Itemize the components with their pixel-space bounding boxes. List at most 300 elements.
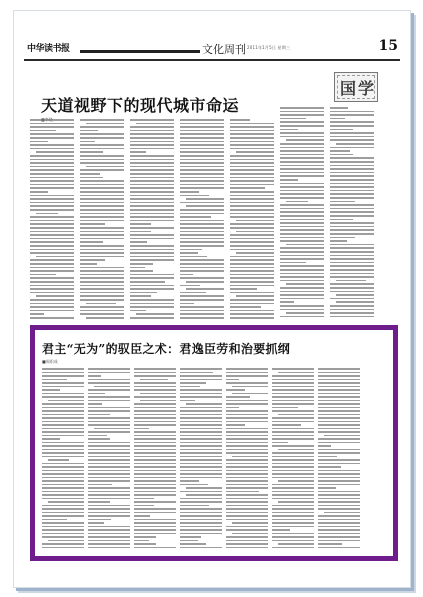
body-text-line — [42, 494, 84, 496]
body-text-line — [272, 368, 314, 370]
body-text-line — [30, 177, 74, 179]
body-text-line — [88, 421, 130, 423]
body-text-line — [280, 309, 324, 311]
body-text-line — [88, 396, 130, 398]
body-text-line — [48, 459, 69, 461]
body-text-line — [318, 417, 360, 419]
body-text-line — [318, 410, 360, 412]
body-text-line — [80, 144, 124, 146]
body-text-line — [330, 273, 374, 275]
body-text-line — [30, 191, 48, 193]
body-text-line — [272, 512, 314, 514]
body-text-line — [42, 452, 84, 454]
body-text-line — [180, 277, 224, 279]
body-text-line — [80, 162, 124, 164]
body-text-line — [130, 310, 146, 312]
body-text-line — [318, 533, 360, 535]
body-text-line — [30, 180, 74, 182]
body-text-line — [180, 445, 222, 447]
body-text-line — [30, 274, 56, 276]
body-text-line — [226, 508, 268, 510]
body-text-line — [134, 512, 176, 514]
body-text-line — [180, 449, 222, 451]
body-text-line — [280, 247, 324, 249]
body-text-line — [272, 438, 314, 440]
body-text-line — [226, 445, 268, 447]
body-text-line — [180, 313, 224, 315]
body-text-line — [330, 161, 374, 163]
body-text-line — [88, 512, 130, 514]
body-text-line — [318, 414, 360, 416]
body-text-line — [280, 273, 324, 275]
body-text-line — [134, 417, 176, 419]
body-text-line — [330, 312, 374, 314]
body-text-line — [330, 154, 353, 156]
body-text-line — [30, 241, 74, 243]
body-text-line — [230, 277, 274, 279]
body-text-line — [280, 233, 324, 235]
body-text-line — [130, 126, 174, 128]
body-text-line — [280, 222, 324, 224]
body-text-line — [88, 407, 130, 409]
body-text-line — [236, 220, 274, 222]
body-text-line — [278, 414, 314, 416]
body-text-line — [80, 151, 103, 153]
masthead — [24, 38, 400, 58]
body-text-line — [134, 484, 176, 486]
body-text-line — [80, 205, 124, 207]
body-text-line — [230, 137, 274, 139]
body-text-line — [180, 540, 198, 542]
body-text-line — [286, 283, 324, 285]
body-text-line — [42, 480, 84, 482]
body-text-line — [30, 259, 74, 261]
body-text-line — [180, 515, 222, 517]
body-text-line — [226, 498, 268, 500]
body-text-line — [286, 312, 324, 314]
body-text-line — [80, 227, 124, 229]
body-text-line — [42, 431, 84, 433]
body-text-line — [330, 240, 347, 242]
body-text-line — [230, 141, 274, 143]
body-text-line — [318, 543, 342, 545]
body-text-line — [136, 123, 174, 125]
body-text-line — [130, 259, 174, 261]
body-text-line — [280, 204, 324, 206]
body-text-line — [30, 281, 74, 283]
body-text-line — [272, 435, 314, 437]
body-text-line — [80, 285, 124, 287]
body-text-line — [134, 540, 149, 542]
body-text-line — [330, 201, 355, 203]
body-text-line — [180, 295, 224, 297]
body-text-line — [272, 508, 314, 510]
body-text-line — [140, 400, 176, 402]
body-text-line — [226, 431, 268, 433]
body-text-line — [230, 155, 274, 157]
body-text-line — [226, 438, 268, 440]
body-text-line — [280, 129, 298, 131]
body-text-line — [226, 547, 268, 549]
body-text-line — [272, 382, 314, 384]
body-text-line — [330, 125, 374, 127]
body-text-line — [280, 179, 298, 181]
body-text-line — [30, 187, 74, 189]
body-text-line — [88, 438, 110, 440]
body-text-line — [180, 498, 222, 500]
body-text-line — [134, 368, 176, 370]
body-text-line — [272, 498, 314, 500]
body-text-line — [30, 133, 74, 135]
body-text-line — [88, 477, 130, 479]
body-text-line — [230, 256, 274, 258]
body-text-line — [88, 389, 130, 391]
body-text-line — [232, 522, 268, 524]
body-text-line — [280, 251, 324, 253]
body-text-line — [30, 277, 74, 279]
body-text-line — [226, 473, 268, 475]
body-text-line — [272, 463, 314, 465]
body-text-line — [30, 155, 74, 157]
body-text-line — [318, 438, 360, 440]
body-text-line — [280, 107, 324, 109]
body-text-line — [230, 310, 274, 312]
body-text-line — [42, 428, 84, 430]
body-text-line — [42, 449, 84, 451]
body-text-line — [180, 123, 224, 125]
body-text-line — [30, 285, 74, 287]
body-text-line — [318, 477, 360, 479]
body-text-line — [130, 202, 174, 204]
body-text-line — [180, 435, 222, 437]
body-text-line — [130, 205, 174, 207]
body-text-line — [330, 226, 374, 228]
body-text-line — [226, 529, 268, 531]
body-text-line — [180, 187, 224, 189]
body-text-line — [88, 466, 130, 468]
body-text-line — [134, 438, 176, 440]
body-text-line — [230, 274, 274, 276]
body-text-line — [318, 491, 360, 493]
body-text-line — [180, 529, 222, 531]
body-text-line — [134, 526, 176, 528]
body-text-line — [130, 227, 174, 229]
body-text-line — [42, 505, 84, 507]
body-text-line — [180, 130, 224, 132]
body-text-line — [236, 151, 274, 153]
body-text-line — [136, 313, 174, 315]
body-text-line — [280, 301, 294, 303]
body-text-line — [180, 410, 222, 412]
body-text-line — [30, 299, 74, 301]
body-text-line — [180, 213, 224, 215]
body-text-line — [272, 522, 314, 524]
body-text-line — [180, 543, 206, 545]
body-text-line — [330, 276, 374, 278]
body-text-line — [130, 234, 174, 236]
body-text-line — [88, 382, 130, 384]
body-text-line — [30, 292, 74, 294]
body-text-line — [186, 403, 222, 405]
body-text-line — [230, 191, 274, 193]
body-text-line — [80, 126, 124, 128]
body-text-line — [230, 126, 274, 128]
body-text-line — [88, 410, 130, 412]
body-text-line — [230, 223, 274, 225]
body-text-line — [272, 533, 314, 535]
body-text-line — [134, 424, 176, 426]
body-text-line — [130, 119, 174, 121]
body-text-line — [180, 155, 224, 157]
body-text-line — [180, 547, 222, 549]
body-text-line — [30, 317, 74, 319]
body-text-line — [272, 379, 314, 381]
body-text-line — [130, 169, 174, 171]
body-text-line — [80, 133, 124, 135]
body-text-line — [80, 184, 124, 186]
body-text-line — [134, 442, 176, 444]
body-text-line — [272, 424, 301, 426]
body-text-line — [130, 209, 174, 211]
body-text-line — [80, 281, 124, 283]
body-text-line — [80, 241, 103, 243]
body-text-line — [134, 445, 176, 447]
body-text-line — [30, 270, 74, 272]
body-text-line — [272, 393, 314, 395]
body-text-line — [134, 372, 176, 374]
body-text-line — [280, 168, 324, 170]
body-text-line — [130, 295, 151, 297]
body-text-line — [80, 216, 124, 218]
body-text-line — [318, 508, 360, 510]
body-text-line — [130, 303, 174, 305]
body-text-line — [180, 299, 224, 301]
body-text-line — [180, 459, 222, 461]
body-text-line — [318, 515, 360, 517]
body-text-line — [42, 421, 84, 423]
body-text-line — [130, 137, 174, 139]
body-text-line — [130, 292, 157, 294]
body-text-line — [80, 137, 124, 139]
body-text-line — [88, 533, 130, 535]
body-text-line — [330, 175, 374, 177]
body-text-line — [88, 473, 130, 475]
body-text-line — [226, 452, 268, 454]
body-text-line — [180, 368, 222, 370]
body-text-line — [330, 107, 348, 109]
body-text-line — [330, 165, 374, 167]
body-text-line — [230, 133, 274, 135]
body-text-line — [280, 197, 324, 199]
body-text-line — [272, 519, 314, 521]
body-text-line — [230, 144, 274, 146]
body-text-line — [88, 484, 112, 486]
body-text-line — [180, 137, 224, 139]
body-text-line — [330, 309, 374, 311]
body-text-line — [130, 263, 153, 265]
body-text-line — [180, 508, 222, 510]
body-text-line — [230, 245, 274, 247]
body-text-line — [134, 547, 176, 549]
body-text-line — [272, 407, 298, 409]
body-text-line — [330, 255, 374, 257]
body-text-line — [280, 136, 324, 138]
body-text-line — [42, 379, 67, 381]
body-text-line — [80, 173, 100, 175]
body-text-line — [42, 484, 84, 486]
body-text-line — [180, 274, 193, 276]
body-text-line — [280, 316, 324, 318]
body-text-line — [180, 424, 222, 426]
body-text-line — [226, 414, 268, 416]
body-text-line — [180, 505, 209, 507]
body-text-line — [42, 477, 84, 479]
body-text-line — [134, 389, 176, 391]
body-text-line — [80, 180, 124, 182]
body-text-line — [42, 414, 84, 416]
body-text-line — [42, 456, 84, 458]
body-text-line — [30, 123, 74, 125]
body-text-line — [280, 172, 324, 174]
masthead-rule — [80, 50, 200, 53]
body-text-line — [318, 519, 360, 521]
body-text-line — [226, 470, 268, 472]
body-text-line — [230, 195, 274, 197]
body-text-line — [318, 463, 360, 465]
body-text-line — [280, 183, 324, 185]
body-text-line — [88, 445, 130, 447]
body-text-line — [180, 438, 222, 440]
body-text-line — [280, 186, 324, 188]
body-text-line — [88, 526, 130, 528]
body-text-line — [140, 379, 168, 381]
body-text-line — [42, 438, 60, 440]
body-text-line — [80, 256, 124, 258]
body-text-line — [42, 526, 84, 528]
body-text-line — [226, 543, 268, 545]
body-text-line — [226, 403, 268, 405]
body-text-line — [226, 442, 268, 444]
body-text-line — [226, 491, 259, 493]
body-text-line — [80, 130, 98, 132]
body-text-line — [30, 209, 74, 211]
body-text-line — [80, 313, 124, 315]
body-text-line — [236, 295, 274, 297]
body-text-line — [180, 456, 222, 458]
body-text-line — [318, 494, 360, 496]
body-text-line — [42, 407, 84, 409]
body-text-line — [88, 522, 104, 524]
body-text-line — [272, 505, 314, 507]
body-text-line — [318, 403, 360, 405]
body-text-line — [130, 141, 174, 143]
body-text-line — [86, 303, 116, 305]
body-text-line — [130, 144, 174, 146]
body-text-line — [130, 267, 145, 269]
body-text-line — [278, 480, 314, 482]
body-text-line — [130, 241, 147, 243]
body-text-line — [42, 519, 67, 521]
body-text-line — [226, 487, 268, 489]
body-text-line — [80, 209, 124, 211]
body-text-line — [226, 540, 268, 542]
body-text-line — [230, 263, 274, 265]
body-text-line — [80, 234, 124, 236]
body-text-line — [318, 536, 360, 538]
body-text-line — [180, 252, 198, 254]
body-text-line — [30, 141, 48, 143]
body-text-line — [226, 466, 268, 468]
body-text-line — [88, 417, 130, 419]
body-text-line — [330, 233, 374, 235]
body-text-line — [330, 219, 353, 221]
body-text-line — [30, 252, 74, 254]
body-text-line — [226, 407, 239, 409]
body-text-line — [130, 288, 174, 290]
body-text-line — [134, 456, 176, 458]
body-text-line — [336, 294, 374, 296]
body-text-line — [272, 484, 314, 486]
body-text-line — [80, 169, 124, 171]
body-text-line — [230, 177, 274, 179]
body-text-line — [280, 219, 324, 221]
body-text-line — [280, 154, 324, 156]
body-text-line — [280, 237, 324, 239]
body-text-line — [130, 177, 174, 179]
body-text-line — [272, 470, 314, 472]
body-text-line — [30, 202, 74, 204]
body-text-line — [230, 270, 274, 272]
body-text-line — [88, 470, 130, 472]
body-text-line — [88, 449, 130, 451]
body-text-line — [318, 522, 360, 524]
body-text-line — [130, 306, 174, 308]
body-text-line — [286, 139, 324, 141]
body-text-line — [88, 375, 101, 377]
body-text-line — [232, 456, 268, 458]
body-text-line — [134, 498, 154, 500]
body-text-line — [180, 263, 224, 265]
body-text-line — [134, 449, 176, 451]
body-text-line — [80, 259, 105, 261]
body-text-line — [130, 191, 174, 193]
body-text-line — [88, 393, 105, 395]
body-text-line — [272, 466, 314, 468]
body-text-line — [272, 515, 314, 517]
body-text-line — [180, 267, 224, 269]
body-text-line — [88, 501, 110, 503]
body-text-line — [280, 125, 324, 127]
body-text-line — [272, 473, 314, 475]
body-text-line — [180, 480, 199, 482]
body-text-line — [280, 211, 324, 213]
body-text-line — [30, 169, 74, 171]
body-text-line — [280, 114, 324, 116]
body-text-line — [134, 459, 176, 461]
body-text-line — [30, 205, 74, 207]
body-text-line — [330, 150, 350, 152]
body-text-line — [180, 310, 224, 312]
body-text-line — [80, 187, 124, 189]
body-text-line — [226, 424, 245, 426]
body-text-line — [318, 386, 360, 388]
body-text-line — [280, 157, 324, 159]
body-text-line — [336, 280, 366, 282]
body-text-line — [180, 259, 224, 261]
body-text-line — [30, 303, 74, 305]
body-text-line — [180, 303, 194, 305]
body-text-line — [134, 431, 176, 433]
